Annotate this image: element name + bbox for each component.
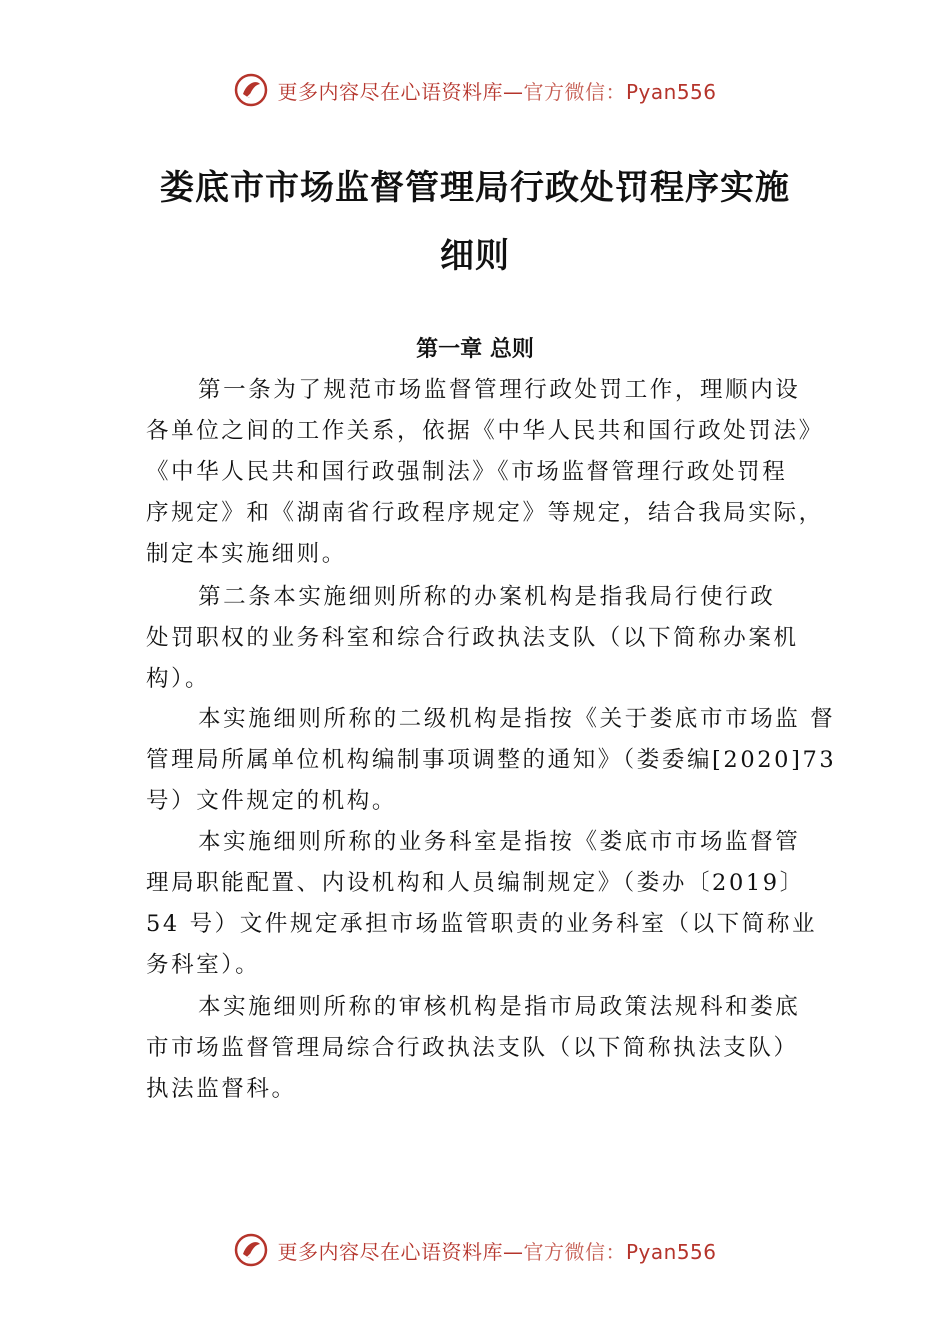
chapter-heading: 第一章 总则	[416, 337, 534, 362]
text-line: 54 号）文件规定承担市场监管职责的业务科室（以下简称业	[146, 911, 818, 937]
text-line: 《中华人民共和国行政强制法》《市场监督管理行政处罚程	[146, 459, 788, 485]
banner-text	[277, 76, 716, 105]
banner-wechat-id: Pyan556	[625, 79, 717, 104]
text-line: 制定本实施细则。	[146, 541, 347, 567]
paragraph-article-1	[146, 370, 824, 575]
text-line: 序规定》和《湖南省行政程序规定》等规定，结合我局实际，	[146, 500, 824, 526]
text-line: 本实施细则所称的审核机构是指市局政策法规科和娄底	[198, 994, 801, 1020]
text-line: 第一条为了规范市场监督管理行政处罚工作，理顺内设	[198, 377, 801, 403]
paragraph-business-department	[146, 822, 816, 986]
text-line: 号）文件规定的机构。	[146, 788, 398, 814]
banner-main-text: 更多内容尽在心语资料库	[277, 1239, 503, 1264]
text-line: 处罚职权的业务科室和综合行政执法支队（以下简称办案机	[146, 625, 799, 651]
banner-wechat-id: Pyan556	[625, 1239, 717, 1264]
banner-text	[277, 1236, 716, 1265]
text-line: 市市场监督管理局综合行政执法支队（以下简称执法支队）	[146, 1035, 799, 1061]
footer-banner	[0, 1232, 950, 1268]
banner-official-label: 官方微信：	[523, 79, 626, 104]
paragraph-article-2	[146, 577, 816, 700]
banner-official-label: 官方微信：	[523, 1239, 626, 1264]
paragraph-secondary-institution	[146, 699, 837, 822]
text-line: 执法监督科。	[146, 1076, 297, 1102]
paragraph-review-institution	[146, 987, 816, 1110]
document-title-line-2: 细则	[440, 236, 510, 276]
text-line: 管理局所属单位机构编制事项调整的通知》（娄委编[2020]73	[146, 747, 837, 773]
text-line: 理局职能配置、内设机构和人员编制规定》（娄办〔2019〕	[146, 870, 805, 896]
banner-separator: —	[502, 1239, 524, 1264]
text-line: 各单位之间的工作关系，依据《中华人民共和国行政处罚法》	[146, 418, 824, 444]
text-line: 第二条本实施细则所称的办案机构是指我局行使行政	[198, 584, 776, 610]
document-title-line-1: 娄底市市场监督管理局行政处罚程序实施	[160, 168, 790, 208]
header-banner	[0, 72, 950, 108]
banner-separator: —	[502, 79, 524, 104]
logo-icon	[233, 1232, 269, 1268]
banner-main-text: 更多内容尽在心语资料库	[277, 79, 503, 104]
text-line: 务科室）。	[146, 952, 261, 978]
logo-icon	[233, 72, 269, 108]
text-line: 本实施细则所称的业务科室是指按《娄底市市场监督管	[198, 829, 801, 855]
text-line: 构）。	[146, 666, 211, 692]
text-line: 本实施细则所称的二级机构是指按《关于娄底市市场监 督	[198, 706, 836, 732]
